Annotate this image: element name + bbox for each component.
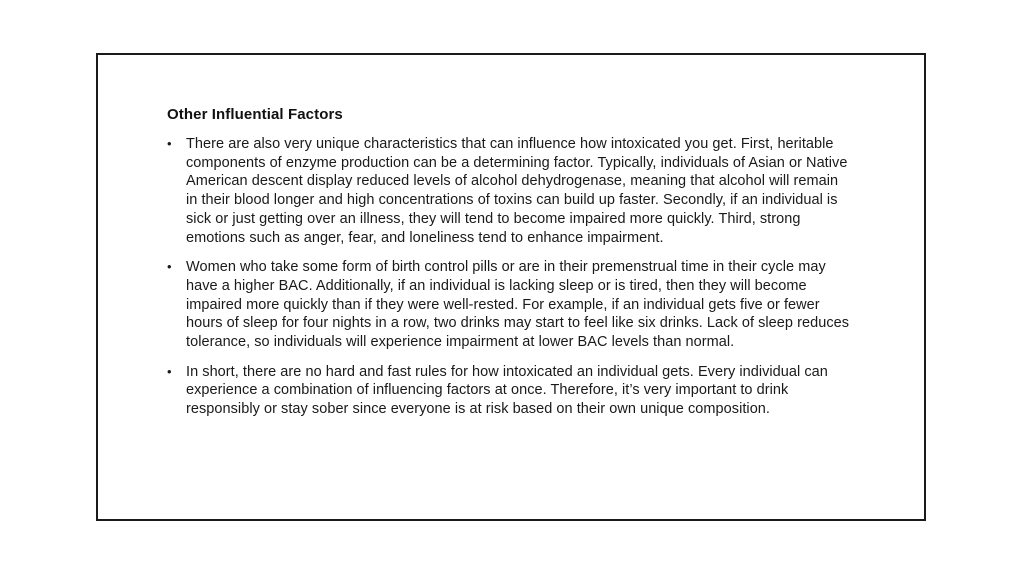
bullet-text-2: Women who take some form of birth control pills or are in their premenstrual time in their cycle may have a higher BAC. Additionally, if an individual is lacking sleep or is tired, then they will become impaired more quickly than if they were well-rested. For example, if an individual gets five or fewer hours of sleep for four nights in a row, two drinks may start to feel like six drinks. Lack of sleep reduces tolerance, so individuals will experience impairment at lower BAC levels than normal. <box>186 259 850 351</box>
bullet-item-3 <box>167 363 851 419</box>
bullet-list <box>167 135 851 430</box>
bullet-dot-icon: • <box>167 363 172 379</box>
bullet-item-1 <box>167 135 851 247</box>
bullet-text-1: There are also very unique characteristics that can influence how intoxicated you get. First, heritable components of enzyme production can be a determining factor. Typically, individuals of Asian or Native American descent display reduced levels of alcohol dehydrogenase, meaning that alcohol will remain in their blood longer and high concentrations of toxins can build up faster. Secondly, if an individual is sick or just getting over an illness, they will tend to become impaired more quickly. Third, strong emotions such as anger, fear, and loneliness tend to enhance impairment. <box>186 136 848 246</box>
bullet-dot-icon: • <box>167 259 172 275</box>
bullet-text-3: In short, there are no hard and fast rules for how intoxicated an individual gets. Every individual can experience a combination of influencing factors at once. Therefore, it’s very important to drink responsibly or stay sober since everyone is at risk based on their own unique composition. <box>186 363 828 418</box>
bullet-dot-icon: • <box>167 136 172 151</box>
bullet-item-2 <box>167 258 851 352</box>
slide-frame <box>96 53 926 521</box>
slide-title: Other Influential Factors <box>167 106 343 123</box>
